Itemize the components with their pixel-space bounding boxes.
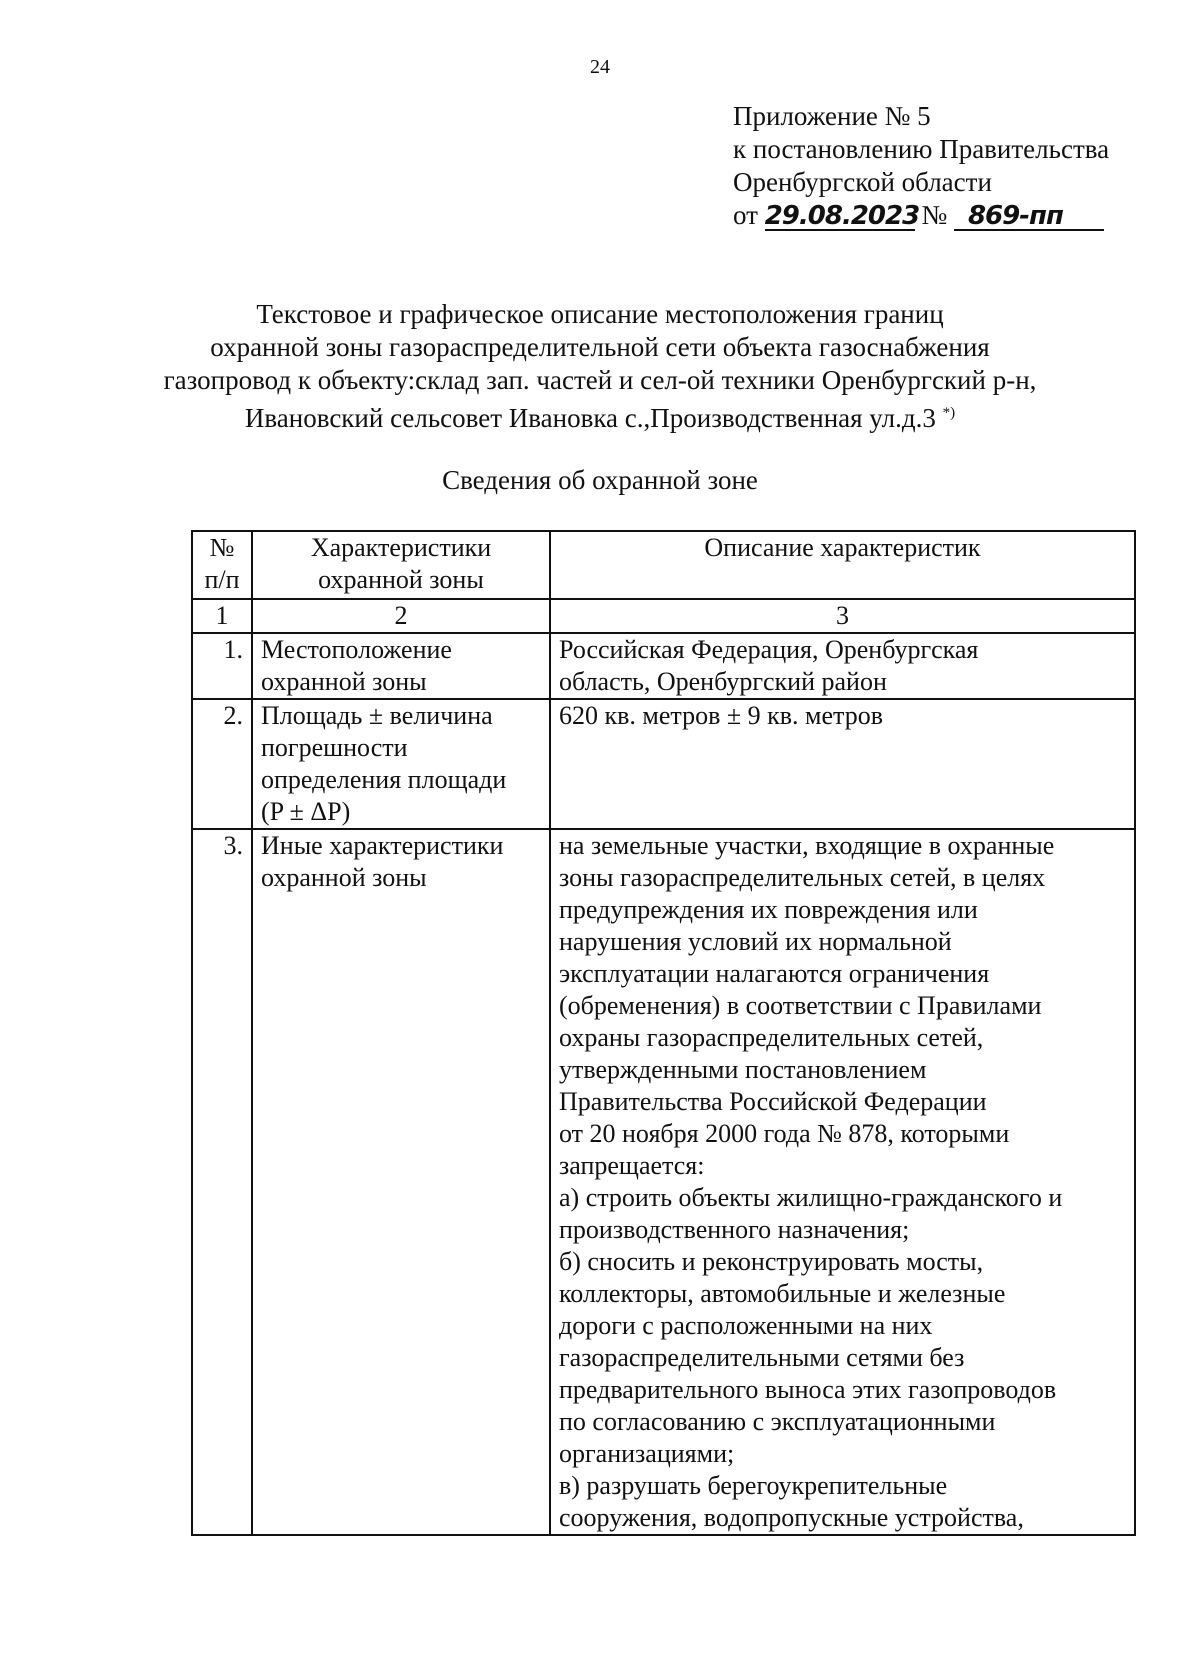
table-row — [192, 829, 1135, 1535]
document-title — [0, 298, 1200, 435]
column-number-row — [192, 599, 1135, 633]
description-line: а) строить объекты жилищно-гражданского и — [559, 1183, 1063, 1212]
characteristic-line: определения площади — [261, 765, 507, 794]
header-characteristic: Характеристики охранной зоны — [252, 531, 550, 599]
description-line: дороги с расположенными на них — [559, 1311, 933, 1340]
description-line: охраны газораспределительных сетей, — [559, 1023, 984, 1052]
title-line-4: Ивановский сельсовет Ивановка с.,Производственная ул.д.3 — [244, 403, 936, 433]
row-number: 2. — [192, 699, 252, 829]
row-characteristic — [252, 829, 550, 1535]
description-line: нарушения условий их нормальной — [559, 927, 952, 956]
handwritten-date: 29.08.2023 — [764, 201, 920, 231]
appendix-line-1: Приложение № 5 — [733, 101, 931, 131]
row-description — [550, 699, 1135, 829]
column-number-1: 1 — [192, 599, 252, 633]
description-line: предварительного выноса этих газопроводов — [559, 1375, 1057, 1404]
characteristic-line: погрешности — [261, 733, 408, 762]
column-number-2: 2 — [252, 599, 550, 633]
appendix-line-2: к постановлению Правительства — [733, 134, 1110, 164]
title-line-1: Текстовое и графическое описание местоположения границ — [256, 299, 944, 329]
characteristic-line: охранной зоны — [261, 667, 427, 696]
appendix-block — [733, 100, 1109, 233]
description-line: 620 кв. метров ± 9 кв. метров — [559, 701, 883, 730]
characteristic-line: Местоположение — [261, 635, 452, 664]
description-line: сооружения, водопропускные устройства, — [559, 1503, 1024, 1532]
description-line: область, Оренбургский район — [559, 667, 887, 696]
description-line: в) разрушать берегоукрепительные — [559, 1471, 948, 1500]
description-line: б) сносить и реконструировать мосты, — [559, 1247, 984, 1276]
header-description: Описание характеристик — [550, 531, 1135, 599]
description-line: (обременения) в соответствии с Правилами — [559, 991, 1042, 1020]
description-line: зоны газораспределительных сетей, в целях — [559, 863, 1046, 892]
description-line: на земельные участки, входящие в охранные — [559, 831, 1055, 860]
title-line-2: охранной зоны газораспределительной сети объекта газоснабжения — [210, 332, 990, 362]
row-characteristic — [252, 699, 550, 829]
title-line-3: газопровод к объекту:склад зап. частей и сел-ой техники Оренбургский р-н, — [163, 365, 1037, 395]
characteristic-line: Площадь ± величина — [261, 701, 493, 730]
appendix-date-line — [733, 199, 1109, 233]
title-line-4-wrap — [0, 397, 1200, 435]
row-description — [550, 633, 1135, 699]
characteristic-line: (P ± ΔP) — [261, 797, 351, 826]
description-line: от 20 ноября 2000 года № 878, которыми — [559, 1119, 1010, 1148]
characteristic-line: Иные характеристики — [261, 831, 504, 860]
description-line: Российская Федерация, Оренбургская — [559, 635, 979, 664]
description-line: производственного назначения; — [559, 1215, 910, 1244]
appendix-line-3: Оренбургской области — [733, 167, 992, 197]
footnote-mark: *) — [942, 405, 956, 421]
table-row — [192, 699, 1135, 829]
table-header-row — [192, 531, 1135, 599]
header-num: № п/п — [192, 531, 252, 599]
from-label: от — [733, 200, 758, 230]
description-line: запрещается: — [559, 1151, 705, 1180]
row-description — [550, 829, 1135, 1535]
zone-table — [191, 530, 1136, 1536]
number-label: № — [921, 200, 948, 230]
description-line: утвержденными постановлением — [559, 1055, 927, 1084]
description-line: газораспределительными сетями без — [559, 1343, 965, 1372]
column-number-3: 3 — [550, 599, 1135, 633]
section-title: Сведения об охранной зоне — [442, 465, 758, 495]
row-number: 1. — [192, 633, 252, 699]
description-line: Правительства Российской Федерации — [559, 1087, 987, 1116]
table-row — [192, 633, 1135, 699]
description-line: предупреждения их повреждения или — [559, 895, 978, 924]
handwritten-number: 869-пп — [954, 200, 1104, 233]
description-line: коллекторы, автомобильные и железные — [559, 1279, 1006, 1308]
row-characteristic — [252, 633, 550, 699]
characteristic-line: охранной зоны — [261, 863, 427, 892]
description-line: по согласованию с эксплуатационными — [559, 1407, 996, 1436]
description-line: организациями; — [559, 1439, 735, 1468]
page-number: 24 — [590, 56, 610, 78]
description-line: эксплуатации налагаются ограничения — [559, 959, 990, 988]
row-number: 3. — [192, 829, 252, 1535]
